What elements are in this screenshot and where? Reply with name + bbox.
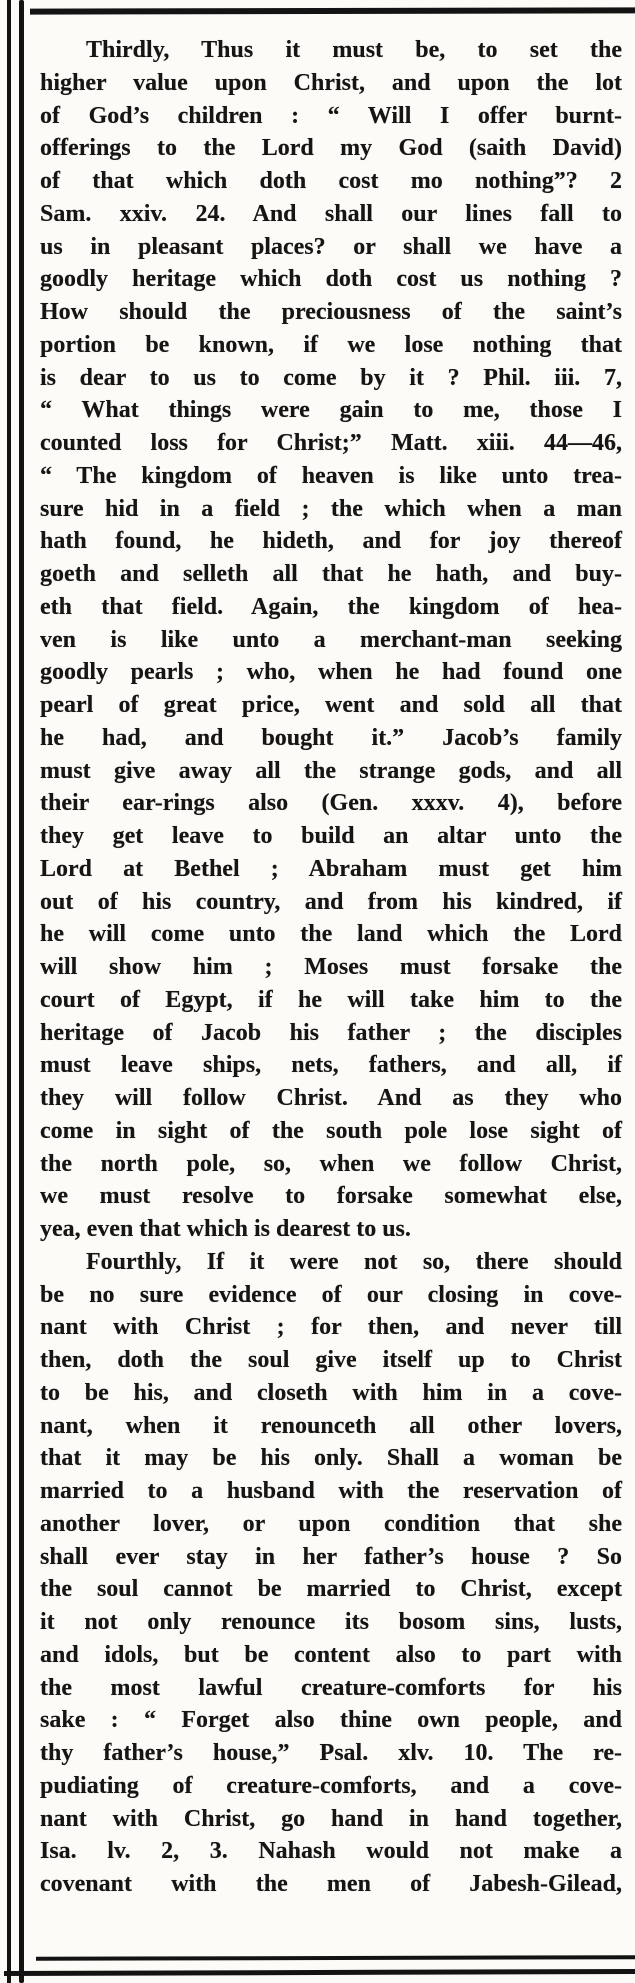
text-line: Thirdly, Thus it must be, to set the [86, 37, 622, 63]
text-line: their ear-rings also (Gen. xxxv. 4), before [40, 790, 622, 817]
text-line: Lord at Bethel ; Abraham must get him [40, 855, 622, 882]
text-line: he will come unto the land which the Lord [40, 921, 622, 948]
text-line: Isa. lv. 2, 3. Nahash would not make a [40, 1838, 622, 1865]
text-line: court of Egypt, if he will take him to the [40, 986, 622, 1013]
text-line: and idols, but be content also to part with [40, 1641, 622, 1668]
frame-bottom-rule-upper [36, 1955, 635, 1961]
text-line: then, doth the soul give itself up to Christ [40, 1347, 622, 1373]
text-line: pearl of great price, went and sold all that [40, 692, 622, 718]
frame-bottom-rule-lower [4, 1969, 635, 1976]
text-line: is dear to us to come by it ? Phil. iii. 7, [40, 364, 622, 391]
paragraph-fourthly [40, 1246, 622, 1901]
text-line: it not only renounce its bosom sins, lusts, [40, 1609, 622, 1635]
text-line: another lover, or upon condition that she [40, 1510, 622, 1537]
text-line: sure hid in a field ; the which when a man [40, 495, 622, 522]
text-line: we must resolve to forsake somewhat else, [40, 1183, 622, 1210]
text-line: that it may be his only. Shall a woman be [40, 1445, 622, 1472]
text-line: to be his, and closeth with him in a cove- [40, 1379, 622, 1406]
text-line: out of his country, and from his kindred, if [40, 888, 622, 915]
text-line: come in sight of the south pole lose sight of [40, 1117, 622, 1144]
text-line: counted loss for Christ;” Matt. xiii. 44—46, [40, 430, 622, 456]
text-line: goodly heritage which doth cost us nothing ? [40, 266, 622, 293]
binding-rule-inner [19, 0, 24, 1983]
text-line: goeth and selleth all that he hath, and buy- [40, 561, 622, 587]
text-line: offerings to the Lord my God (saith David) [40, 135, 622, 162]
text-line: he had, and bought it.” Jacob’s family [40, 724, 622, 751]
text-line: Fourthly, If it were not so, there should [86, 1248, 622, 1275]
text-line: hath found, he hideth, and for joy thereof [40, 528, 622, 555]
text-line: “ The kingdom of heaven is like unto trea- [40, 462, 622, 489]
text-line: the north pole, so, when we follow Christ, [40, 1150, 622, 1177]
text-line: must give away all the strange gods, and all [40, 757, 622, 784]
paragraph-thirdly [40, 34, 622, 1246]
text-line: portion be known, if we lose nothing that [40, 331, 622, 358]
text-line: married to a husband with the reservation of [40, 1478, 622, 1504]
text-line: sake : “ Forget also thine own people, and [40, 1707, 622, 1734]
text-line: How should the preciousness of the saint’s [40, 299, 622, 325]
text-line: they will follow Christ. And as they who [40, 1085, 622, 1111]
text-line: heritage of Jacob his father ; the disciples [40, 1019, 622, 1046]
text-line: they get leave to build an altar unto the [40, 823, 622, 849]
text-line: yea, even that which is dearest to us. [40, 1216, 411, 1242]
binding-rule-outer [7, 0, 11, 1983]
text-line: nant with Christ, go hand in hand together, [40, 1805, 622, 1832]
text-line: pudiating of creature-comforts, and a cove- [40, 1772, 622, 1799]
text-line: “ What things were gain to me, those I [40, 397, 622, 424]
text-line: nant with Christ ; for then, and never till [40, 1314, 622, 1341]
text-line: the soul cannot be married to Christ, except [40, 1576, 622, 1603]
text-line: will show him ; Moses must forsake the [40, 954, 622, 980]
text-line: thy father’s house,” Psal. xlv. 10. The re- [40, 1740, 622, 1766]
text-line: goodly pearls ; who, when he had found one [40, 659, 622, 686]
text-column [40, 34, 622, 1901]
text-line: covenant with the men of Jabesh-Gilead, [40, 1871, 622, 1897]
text-line: must leave ships, nets, fathers, and all, if [40, 1052, 622, 1079]
text-line: of God’s children : “ Will I offer burnt- [40, 102, 622, 129]
text-line: higher value upon Christ, and upon the lot [40, 69, 622, 96]
text-line: be no sure evidence of our closing in cove- [40, 1281, 622, 1308]
text-line: the most lawful creature-comforts for his [40, 1674, 622, 1701]
text-line: ven is like unto a merchant-man seeking [40, 626, 622, 653]
text-line: us in pleasant places? or shall we have a [40, 233, 622, 260]
text-line: Sam. xxiv. 24. And shall our lines fall to [40, 200, 622, 227]
text-line: nant, when it renounceth all other lovers, [40, 1412, 622, 1439]
text-line: eth that field. Again, the kingdom of hea- [40, 593, 622, 620]
frame-top-rule [30, 7, 635, 14]
text-line: shall ever stay in her father’s house ? So [40, 1543, 622, 1570]
text-line: of that which doth cost mo nothing”? 2 [40, 168, 622, 194]
